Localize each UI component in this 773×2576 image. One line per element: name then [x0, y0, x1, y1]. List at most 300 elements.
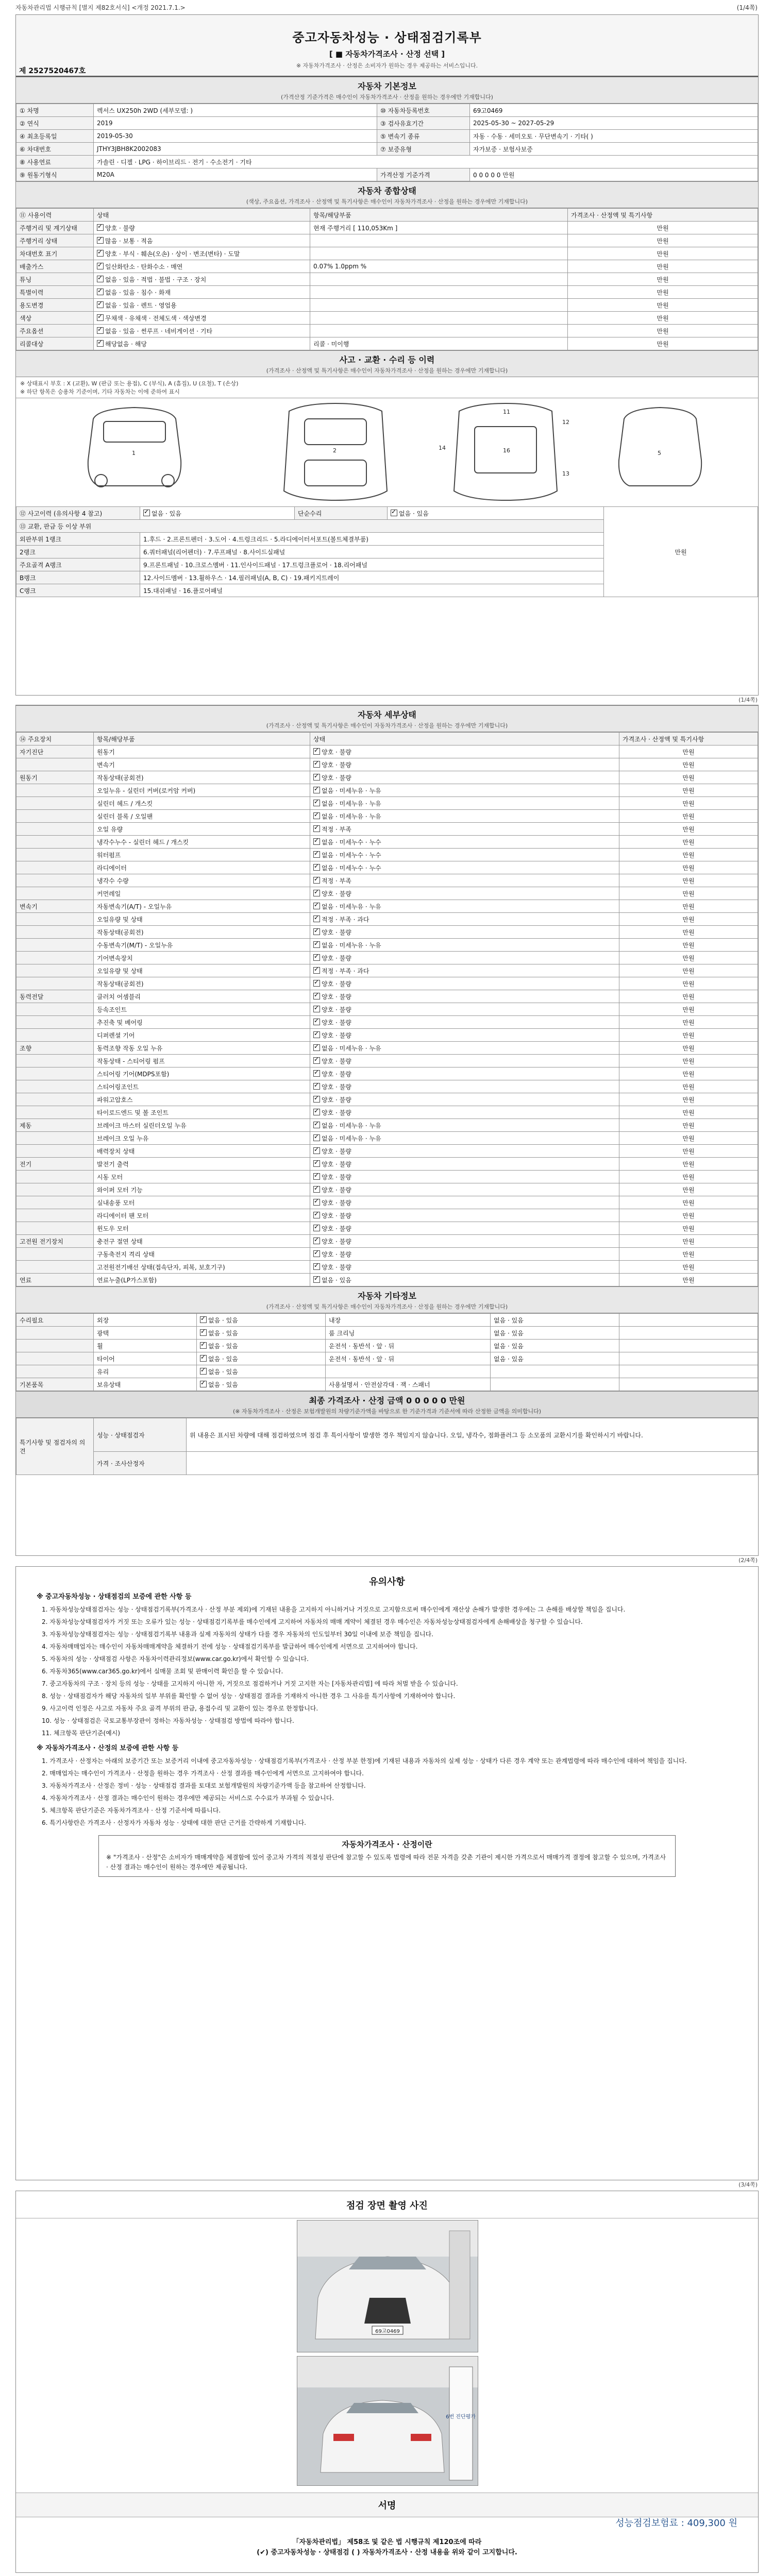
- table-row: [16, 117, 758, 130]
- part-state: [310, 1055, 619, 1067]
- part-label: 기어변속장치: [94, 952, 310, 964]
- table-row: [16, 758, 758, 771]
- svg-text:16: 16: [503, 447, 510, 454]
- part-note: 만원: [619, 952, 758, 964]
- table-row: [16, 1352, 758, 1365]
- group-label: [16, 1365, 94, 1378]
- table-row: [16, 1055, 758, 1067]
- rank-label: C랭크: [16, 584, 140, 597]
- column-header: 상태: [94, 209, 310, 222]
- part-note: 만원: [619, 745, 758, 758]
- item-label: 사용설명서 · 안전삼각대 · 잭 · 스패너: [326, 1378, 491, 1391]
- table-row: [16, 1183, 758, 1196]
- svg-text:5: 5: [658, 450, 661, 456]
- item-detail: [310, 312, 568, 325]
- table-row: [16, 861, 758, 874]
- checkbox[interactable]: [391, 510, 397, 516]
- car-outline-icon: [16, 398, 758, 506]
- part-state: [310, 1158, 619, 1171]
- rank-label: 2랭크: [16, 546, 140, 558]
- item-state: [197, 1327, 326, 1340]
- checkbox[interactable]: [313, 1006, 320, 1012]
- checkbox[interactable]: [97, 250, 104, 257]
- checkbox[interactable]: [313, 890, 320, 896]
- table-row: [16, 1067, 758, 1080]
- part-note: 만원: [619, 1016, 758, 1029]
- checkbox[interactable]: [313, 864, 320, 871]
- part-label: 실린더 헤드 / 개스킷: [94, 797, 310, 810]
- item-note: 만원: [568, 325, 758, 337]
- field-value: M20A: [94, 168, 377, 181]
- state-text: 없음 · 있음: [208, 1355, 238, 1363]
- checkbox[interactable]: [313, 851, 320, 858]
- group-label: [16, 1093, 94, 1106]
- part-note: 만원: [619, 861, 758, 874]
- accident-legend: [16, 377, 758, 398]
- table-row: [16, 836, 758, 849]
- checkbox[interactable]: [313, 1044, 320, 1051]
- state-text: 양호 · 불량: [322, 761, 351, 769]
- checkbox[interactable]: [313, 993, 320, 999]
- group-label: [16, 1003, 94, 1016]
- checkbox[interactable]: [313, 1019, 320, 1025]
- part-label: 수동변속기(M/T) - 오일누유: [94, 939, 310, 952]
- part-note: 만원: [619, 900, 758, 913]
- document-number: 제 2527520467호: [19, 67, 86, 75]
- item-state: [197, 1314, 326, 1327]
- part-note: 만원: [619, 797, 758, 810]
- basic-info-note: (가격산정 기준가격은 매수인이 자동차가격조사 · 산정을 원하는 경우에만 기재합니다): [281, 94, 493, 100]
- general-status-header: [16, 181, 758, 208]
- checkbox[interactable]: [200, 1381, 207, 1387]
- item-note: 만원: [568, 247, 758, 260]
- rank-items: 9.프론트패널 · 10.크로스멤버 · 11.인사이드패널 · 17.트렁크플로어 · 18.리어패널: [140, 558, 604, 571]
- field-label: ② 연식: [16, 117, 94, 130]
- group-label: [16, 784, 94, 797]
- part-label: 브레이크 오일 누유: [94, 1132, 310, 1145]
- item-label: 유리: [94, 1365, 197, 1378]
- checkbox[interactable]: [313, 1199, 320, 1206]
- checkbox[interactable]: [313, 941, 320, 948]
- group-label: [16, 1106, 94, 1119]
- checkbox[interactable]: [313, 877, 320, 884]
- checkbox[interactable]: [313, 1173, 320, 1180]
- checkbox[interactable]: [313, 812, 320, 819]
- field-label: ⑦ 보증유형: [377, 143, 470, 156]
- table-row: [16, 1261, 758, 1274]
- checkbox[interactable]: [97, 276, 104, 282]
- checkbox[interactable]: [313, 980, 320, 987]
- state-text: 양호 · 불량: [322, 1199, 351, 1207]
- part-label: 구동축전지 격리 상태: [94, 1248, 310, 1261]
- final-price-title: 최종 가격조사 · 산정 금액: [309, 1396, 404, 1405]
- part-note: 만원: [619, 771, 758, 784]
- checkbox[interactable]: [97, 314, 104, 321]
- part-label: 충전구 절연 상태: [94, 1235, 310, 1248]
- part-note: 만원: [619, 1119, 758, 1132]
- checkbox[interactable]: [313, 748, 320, 755]
- basic-info-header: [16, 77, 758, 104]
- checkbox[interactable]: [97, 263, 104, 269]
- checkbox[interactable]: [313, 1134, 320, 1141]
- field-label: 단순수리: [295, 507, 388, 520]
- signature-title: 서명: [16, 2493, 758, 2517]
- item-note: [619, 1314, 758, 1327]
- checkbox[interactable]: [200, 1368, 207, 1375]
- table-row: [16, 156, 758, 168]
- state-text: 없음 · 미세누유 · 누유: [322, 1122, 381, 1129]
- item-label: 주요옵션: [16, 325, 94, 337]
- item-note: [619, 1365, 758, 1378]
- notes-item: 7. 중고자동차의 구조 · 장치 등의 성능 · 상태를 고지하지 아니한 자, 거짓으로 점검하거나 거짓 고지한 자는 [자동차관리법] 에 따라 처벌 받을 수 있습니다.: [42, 1680, 458, 1687]
- state-text: 적정 · 부족: [322, 877, 351, 885]
- part-state: [310, 1016, 619, 1029]
- part-state: [310, 849, 619, 861]
- item-state: 없음 · 있음: [491, 1327, 619, 1340]
- part-label: 작동상태(공회전): [94, 926, 310, 939]
- field-label: ⑨ 원동기형식: [16, 168, 94, 181]
- table-row: [16, 143, 758, 156]
- checkbox[interactable]: [313, 1070, 320, 1077]
- state-text: 양호 · 불량: [322, 1212, 351, 1219]
- group-label: [16, 1080, 94, 1093]
- notes-item: 4. 자동차매매업자는 매수인이 자동차매매계약을 체결하기 전에 성능 · 상태점검기록부를 발급하여 매수인에게 서면으로 고지하여야 합니다.: [42, 1643, 418, 1650]
- checkbox[interactable]: [313, 1122, 320, 1128]
- state-text: 양호 · 불량: [322, 1250, 351, 1258]
- group-label: [16, 1067, 94, 1080]
- notes-item: 9. 사고이력 인정은 사고로 자동차 주요 골격 부위의 판금, 용접수리 및 교환이 있는 경우로 한정합니다.: [42, 1705, 318, 1712]
- table-row: [16, 1119, 758, 1132]
- part-label: 오일 유량: [94, 823, 310, 836]
- checkbox[interactable]: [97, 327, 104, 334]
- part-state: [310, 952, 619, 964]
- part-state: [310, 1080, 619, 1093]
- state-text: 양호 · 불량: [322, 1225, 351, 1232]
- state-text: 양호 · 불량: [322, 890, 351, 897]
- table-row: [16, 784, 758, 797]
- checkbox[interactable]: [313, 903, 320, 909]
- checkbox[interactable]: [313, 1276, 320, 1283]
- table-row: [16, 337, 758, 350]
- table-row: [16, 977, 758, 990]
- state-text: 양호 · 불량: [322, 1109, 351, 1116]
- item-note: 만원: [568, 312, 758, 325]
- notes-item: 8. 성능 · 상태점검자가 해당 자동차의 일부 부위를 확인할 수 없어 성능 · 상태점검 결과를 기재하지 아니한 경우 그 사유를 특기사항에 기재하여야 합니다.: [42, 1692, 456, 1700]
- state-text: 없음 · 있음: [322, 1276, 351, 1284]
- part-note: 만원: [619, 1093, 758, 1106]
- rank-label: 외판부위 1랭크: [16, 533, 140, 546]
- part-label: 스티어링 기어(MDPS포함): [94, 1067, 310, 1080]
- checkbox[interactable]: [313, 928, 320, 935]
- checkbox[interactable]: [200, 1329, 207, 1336]
- checkbox[interactable]: [313, 1057, 320, 1064]
- legend-line: ※ 상태표시 부호 : X (교환), W (판금 또는 용접), C (부식), A (흠집), U (요철), T (손상): [20, 380, 239, 387]
- checkbox[interactable]: [313, 800, 320, 806]
- detail-status-title: 자동차 세부상태: [358, 710, 416, 720]
- table-row: [16, 849, 758, 861]
- group-label: 기본품목: [16, 1378, 94, 1391]
- group-label: 제동: [16, 1119, 94, 1132]
- document-title: 중고자동차성능 · 상태점검기록부: [292, 30, 482, 45]
- table-row: [16, 260, 758, 273]
- part-state: [310, 874, 619, 887]
- item-label: 주행거리 및 계기상태: [16, 222, 94, 234]
- field-value: 자가보증 · 보험사보증: [470, 143, 758, 156]
- item-detail: [310, 247, 568, 260]
- state-text: 없음 · 있음: [208, 1316, 238, 1324]
- inspector-label: 성능 · 상태점검자: [94, 1418, 187, 1452]
- checkbox[interactable]: [313, 1250, 320, 1257]
- column-header: 상태: [310, 733, 619, 745]
- group-label: [16, 1055, 94, 1067]
- part-label: 오일누유 - 실린더 커버(로커암 커버): [94, 784, 310, 797]
- part-state: [310, 1003, 619, 1016]
- item-note: 만원: [568, 234, 758, 247]
- state-text: 양호 · 불량: [322, 1031, 351, 1039]
- state-text: 없음 · 있음 · 적법 · 불법 · 구조 · 장치: [105, 276, 207, 283]
- item-label: 운전석 · 동반석 · 앞 · 뒤: [326, 1340, 491, 1352]
- other-info-title: 자동차 기타정보: [358, 1291, 416, 1301]
- checkbox[interactable]: [313, 761, 320, 768]
- law-line: 「자동차관리법」 제58조 및 같은 법 시행규칙 제120조에 따라: [292, 2538, 482, 2546]
- table-row: [16, 1248, 758, 1261]
- checkbox[interactable]: [143, 510, 150, 516]
- checkbox[interactable]: [313, 916, 320, 922]
- field-value: 2025-05-30 ~ 2027-05-29: [470, 117, 758, 130]
- checkbox[interactable]: [200, 1355, 207, 1362]
- item-state: [94, 337, 310, 350]
- checkbox[interactable]: [97, 340, 104, 347]
- table-row: [16, 1029, 758, 1042]
- table-row: [16, 810, 758, 823]
- state-text: 양호 · 불량: [322, 1173, 351, 1181]
- part-state: [310, 823, 619, 836]
- detail-status-header: [16, 705, 758, 732]
- group-label: 조향: [16, 1042, 94, 1055]
- part-note: 만원: [619, 887, 758, 900]
- group-label: [16, 823, 94, 836]
- part-note: 만원: [619, 1106, 758, 1119]
- checkbox[interactable]: [313, 954, 320, 961]
- part-note: 만원: [619, 1080, 758, 1093]
- part-state: [310, 1067, 619, 1080]
- field-label: ⑬ 교환, 판금 등 이상 부위: [16, 520, 604, 533]
- checkbox[interactable]: [313, 825, 320, 832]
- checkbox[interactable]: [97, 301, 104, 308]
- group-label: [16, 849, 94, 861]
- table-row: [16, 507, 758, 520]
- item-label: 광택: [94, 1327, 197, 1340]
- notes-item: 10. 성능 · 상태점검은 국토교통부장관이 정하는 자동차성능 · 상태점검 방법에 따라야 합니다.: [42, 1717, 294, 1724]
- checkbox[interactable]: [313, 1225, 320, 1231]
- part-state: [310, 1235, 619, 1248]
- part-state: [310, 1222, 619, 1235]
- group-label: [16, 1261, 94, 1274]
- photo-section-title: 점검 장면 촬영 사진: [16, 2191, 758, 2218]
- part-note: 만원: [619, 836, 758, 849]
- notes-item: 2. 자동차성능상태점검자가 거짓 또는 오류가 있는 성능 · 상태점검기록부를 매수인에게 고지하여 자동차의 매매 계약이 체결된 경우 매수인은 자동차성능상태점검자에게 손해배상을 청구할 수 있습니다.: [42, 1618, 583, 1625]
- checkbox[interactable]: [97, 289, 104, 295]
- page-number: (3/4쪽): [738, 2181, 758, 2188]
- group-label: [16, 1340, 94, 1352]
- table-row: [16, 1080, 758, 1093]
- svg-text:12: 12: [562, 419, 569, 426]
- state-text: 양호 · 불량: [322, 1186, 351, 1194]
- notes-item: 11. 체크항목 판단기준(예시): [42, 1730, 120, 1737]
- table-row: [16, 964, 758, 977]
- part-state: [310, 990, 619, 1003]
- table-row: [16, 939, 758, 952]
- state-text: 적정 · 부족 · 과다: [322, 967, 369, 975]
- part-state: [310, 784, 619, 797]
- item-detail: [310, 325, 568, 337]
- column-header: 항목/해당부품: [94, 733, 310, 745]
- state-text: 양호 · 불량: [322, 1160, 351, 1168]
- item-note: 만원: [568, 260, 758, 273]
- checkbox[interactable]: [200, 1316, 207, 1323]
- document-subtitle: [ ■ 자동차가격조사 · 산정 선택 ]: [329, 49, 445, 59]
- part-state: [310, 1093, 619, 1106]
- state-text: 적정 · 부족 · 과다: [322, 916, 369, 923]
- accident-note: (가격조사 · 산정액 및 특기사항은 매수인이 자동차가격조사 · 산정을 원하는 경우에만 기재합니다): [266, 367, 508, 374]
- table-row: [16, 222, 758, 234]
- item-label: 튜닝: [16, 273, 94, 286]
- item-label: 보유상태: [94, 1378, 197, 1391]
- part-label: 배력장치 상태: [94, 1145, 310, 1158]
- item-state: [94, 286, 310, 299]
- checkbox[interactable]: [313, 1109, 320, 1115]
- table-row: [16, 1235, 758, 1248]
- part-state: [310, 758, 619, 771]
- table-row: [16, 1314, 758, 1327]
- state-text: 양호 · 불량: [322, 954, 351, 962]
- part-note: 만원: [619, 939, 758, 952]
- state-text: 양호 · 부식 · 훼손(오손) · 상이 · 변조(변타) · 도말: [105, 250, 240, 258]
- general-status-note: (색상, 주요옵션, 가격조사 · 산정액 및 특기사항은 매수인이 자동차가격조사 · 산정을 원하는 경우에만 기재합니다): [246, 198, 528, 205]
- state-text: 없음 · 미세누수 · 누수: [322, 838, 381, 846]
- appraisal-info-box: [98, 1835, 676, 1877]
- item-detail: [310, 286, 568, 299]
- field-value: 2019-05-30: [94, 130, 377, 143]
- checkbox[interactable]: [313, 1031, 320, 1038]
- checkbox[interactable]: [313, 1238, 320, 1244]
- checkbox[interactable]: [313, 1147, 320, 1154]
- part-note: 만원: [619, 1158, 758, 1171]
- checkbox[interactable]: [313, 967, 320, 974]
- state-text: 해당없음 · 해당: [105, 340, 147, 348]
- table-row: [16, 926, 758, 939]
- table-row: [16, 1365, 758, 1378]
- state-text: 없음 · 미세누유 · 누유: [322, 800, 381, 807]
- part-label: 추진축 및 베어링: [94, 1016, 310, 1029]
- state-text: 양호 · 불량: [322, 1238, 351, 1245]
- part-note: 만원: [619, 784, 758, 797]
- table-row: [16, 1016, 758, 1029]
- checkbox[interactable]: [313, 1083, 320, 1090]
- item-detail: [310, 299, 568, 312]
- checkbox[interactable]: [313, 838, 320, 845]
- checkbox[interactable]: [313, 1160, 320, 1167]
- rank-items: 1.후드 · 2.프론트펜더 · 3.도어 · 4.트렁크리드 · 5.라디에이터서포트(볼트체결부품): [140, 533, 604, 546]
- item-note: 만원: [568, 286, 758, 299]
- part-label: 파워고압호스: [94, 1093, 310, 1106]
- accident-title: 사고 · 교환 · 수리 등 이력: [339, 355, 435, 365]
- item-label: [326, 1365, 491, 1378]
- checkbox[interactable]: [313, 1212, 320, 1218]
- table-row: [16, 1158, 758, 1171]
- column-header: 가격조사 · 산정액 및 특기사항: [619, 733, 758, 745]
- group-label: 자기진단: [16, 745, 94, 758]
- state-text: 양호 · 불량: [322, 748, 351, 756]
- part-label: 작동상태 - 스티어링 펌프: [94, 1055, 310, 1067]
- state-text: 없음 · 미세누유 · 누유: [322, 1044, 381, 1052]
- checkbox[interactable]: [313, 774, 320, 781]
- checkbox[interactable]: [97, 237, 104, 244]
- state-text: 양호 · 불량: [322, 774, 351, 782]
- group-label: [16, 1016, 94, 1029]
- checkbox[interactable]: [313, 787, 320, 793]
- checkbox[interactable]: [313, 1096, 320, 1103]
- item-detail: [310, 234, 568, 247]
- rank-label: 주요골격 A랭크: [16, 558, 140, 571]
- state-text: 양호 · 불량: [322, 980, 351, 988]
- part-state: [310, 810, 619, 823]
- option-text: 없음 · 있음: [399, 510, 429, 517]
- item-label: 특별이력: [16, 286, 94, 299]
- checkbox[interactable]: [200, 1342, 207, 1349]
- item-state: 없음 · 있음: [491, 1314, 619, 1327]
- insurance-fee: [615, 2516, 737, 2529]
- page-3: [15, 1566, 759, 2180]
- part-note: 만원: [619, 874, 758, 887]
- field-value: 0 0 0 0 0 만원: [470, 168, 758, 181]
- group-label: [16, 1196, 94, 1209]
- part-state: [310, 926, 619, 939]
- table-row: [16, 325, 758, 337]
- checkbox[interactable]: [313, 1186, 320, 1193]
- appraiser-opinion: [187, 1452, 758, 1475]
- group-label: [16, 1209, 94, 1222]
- group-label: [16, 1029, 94, 1042]
- column-header: 가격조사 · 산정액 및 특기사항: [568, 209, 758, 222]
- state-text: 없음 · 미세누유 · 누유: [322, 903, 381, 910]
- part-state: [310, 1029, 619, 1042]
- field-value: 자동 · 수동 · 세미오토 · 무단변속기 · 기타( ): [470, 130, 758, 143]
- item-state: [94, 260, 310, 273]
- state-text: 없음 · 미세누유 · 누유: [322, 1134, 381, 1142]
- item-detail: 현재 주행거리 [ 110,053Km ]: [310, 222, 568, 234]
- item-state: [94, 234, 310, 247]
- opinion-label: 특기사항 및 점검자의 의견: [16, 1418, 94, 1475]
- state-text: 없음 · 있음 · 침수 · 화재: [105, 289, 171, 296]
- part-label: 실린더 블록 / 오일팬: [94, 810, 310, 823]
- item-label: 색상: [16, 312, 94, 325]
- state-text: 양호 · 불량: [322, 1006, 351, 1013]
- group-label: [16, 1183, 94, 1196]
- notes-section: [16, 1567, 758, 1887]
- state-text: 없음 · 미세누유 · 누유: [322, 812, 381, 820]
- item-label: 주행거리 상태: [16, 234, 94, 247]
- group-label: 전기: [16, 1158, 94, 1171]
- part-label: 윈도우 모터: [94, 1222, 310, 1235]
- item-note: [619, 1352, 758, 1365]
- table-row: [16, 168, 758, 181]
- checkbox[interactable]: [313, 1263, 320, 1270]
- group-label: [16, 1132, 94, 1145]
- final-price-value: 0 0 0 0 0 만원: [406, 1396, 465, 1405]
- checkbox[interactable]: [97, 224, 104, 231]
- state-text: 없음 · 있음: [208, 1368, 238, 1376]
